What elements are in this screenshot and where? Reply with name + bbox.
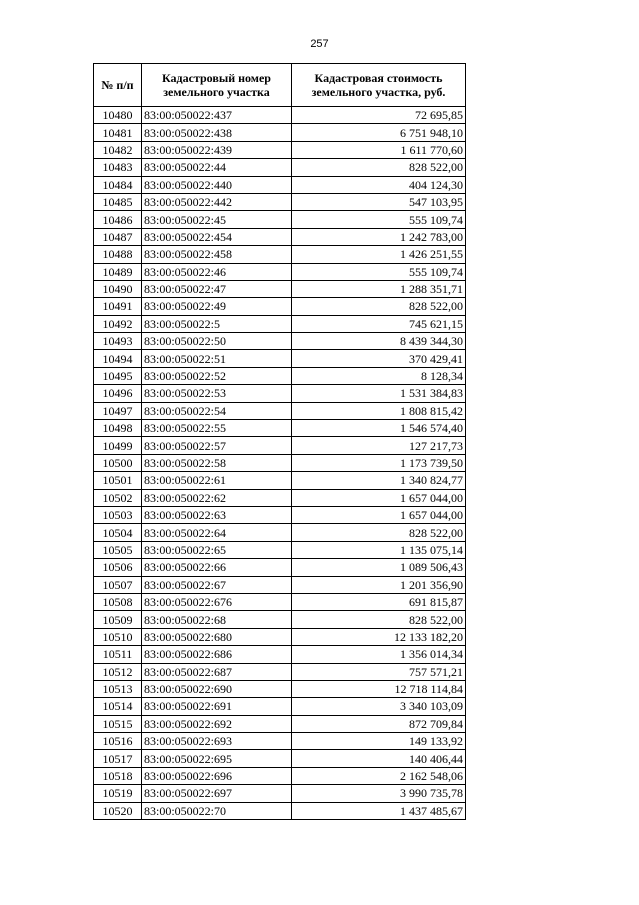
cadastral-number-cell: 83:00:050022:53: [142, 385, 292, 402]
row-number-cell: 10519: [94, 785, 142, 802]
row-number-cell: 10506: [94, 559, 142, 576]
row-number-cell: 10492: [94, 315, 142, 332]
table-row: [94, 715, 466, 732]
row-number-cell: 10483: [94, 159, 142, 176]
row-number-cell: 10517: [94, 750, 142, 767]
cadastre-table: [93, 63, 466, 820]
cadastral-number-cell: 83:00:050022:442: [142, 193, 292, 210]
page-number: 257: [310, 38, 329, 50]
row-number-cell: 10488: [94, 246, 142, 263]
table-row: [94, 541, 466, 558]
cadastral-number-cell: 83:00:050022:686: [142, 646, 292, 663]
cadastral-number-cell: 83:00:050022:690: [142, 680, 292, 697]
cadastral-value-cell: 12 718 114,84: [292, 680, 466, 697]
table-body: [94, 107, 466, 820]
cadastral-number-cell: 83:00:050022:52: [142, 367, 292, 384]
cadastral-value-cell: 547 103,95: [292, 193, 466, 210]
cadastral-value-cell: 8 128,34: [292, 367, 466, 384]
row-number-cell: 10496: [94, 385, 142, 402]
table-row: [94, 437, 466, 454]
cadastral-value-cell: 828 522,00: [292, 159, 466, 176]
table-row: [94, 385, 466, 402]
row-number-cell: 10503: [94, 506, 142, 523]
cadastral-value-cell: 1 201 356,90: [292, 576, 466, 593]
table-row: [94, 263, 466, 280]
cadastral-value-cell: 1 531 384,83: [292, 385, 466, 402]
cadastral-number-cell: 83:00:050022:45: [142, 211, 292, 228]
table-row: [94, 628, 466, 645]
cadastral-number-cell: 83:00:050022:70: [142, 802, 292, 819]
cadastral-number-cell: 83:00:050022:438: [142, 124, 292, 141]
table-row: [94, 680, 466, 697]
table-row: [94, 298, 466, 315]
table-row: [94, 315, 466, 332]
row-number-cell: 10511: [94, 646, 142, 663]
table-row: [94, 367, 466, 384]
cadastral-number-cell: 83:00:050022:437: [142, 107, 292, 124]
table-row: [94, 559, 466, 576]
cadastral-value-cell: 3 340 103,09: [292, 698, 466, 715]
cadastral-number-cell: 83:00:050022:47: [142, 280, 292, 297]
table-row: [94, 767, 466, 784]
row-number-cell: 10515: [94, 715, 142, 732]
cadastral-value-cell: 1 288 351,71: [292, 280, 466, 297]
cadastral-value-cell: 1 173 739,50: [292, 454, 466, 471]
cadastral-number-cell: 83:00:050022:692: [142, 715, 292, 732]
cadastral-number-cell: 83:00:050022:676: [142, 593, 292, 610]
table-row: [94, 124, 466, 141]
cadastral-number-cell: 83:00:050022:5: [142, 315, 292, 332]
row-number-cell: 10497: [94, 402, 142, 419]
table-row: [94, 524, 466, 541]
cadastral-value-cell: 127 217,73: [292, 437, 466, 454]
row-number-cell: 10502: [94, 489, 142, 506]
cadastral-number-cell: 83:00:050022:680: [142, 628, 292, 645]
cadastral-value-cell: 1 356 014,34: [292, 646, 466, 663]
table-row: [94, 211, 466, 228]
cadastral-number-cell: 83:00:050022:46: [142, 263, 292, 280]
row-number-cell: 10481: [94, 124, 142, 141]
table-row: [94, 576, 466, 593]
cadastral-number-cell: 83:00:050022:440: [142, 176, 292, 193]
row-number-cell: 10507: [94, 576, 142, 593]
row-number-cell: 10491: [94, 298, 142, 315]
cadastral-number-cell: 83:00:050022:687: [142, 663, 292, 680]
cadastral-number-cell: 83:00:050022:54: [142, 402, 292, 419]
cadastral-number-cell: 83:00:050022:49: [142, 298, 292, 315]
table-row: [94, 228, 466, 245]
table-row: [94, 593, 466, 610]
row-number-cell: 10504: [94, 524, 142, 541]
cadastral-number-cell: 83:00:050022:454: [142, 228, 292, 245]
cadastral-value-cell: 757 571,21: [292, 663, 466, 680]
cadastral-value-cell: 149 133,92: [292, 733, 466, 750]
cadastral-number-cell: 83:00:050022:67: [142, 576, 292, 593]
row-number-cell: 10509: [94, 611, 142, 628]
row-number-cell: 10508: [94, 593, 142, 610]
cadastral-number-cell: 83:00:050022:695: [142, 750, 292, 767]
table-row: [94, 176, 466, 193]
cadastral-value-cell: 1 426 251,55: [292, 246, 466, 263]
cadastral-value-cell: 745 621,15: [292, 315, 466, 332]
row-number-cell: 10499: [94, 437, 142, 454]
cadastral-value-cell: 370 429,41: [292, 350, 466, 367]
header-cadastral-number: Кадастровый номер земельного участка: [142, 64, 292, 107]
cadastral-number-cell: 83:00:050022:64: [142, 524, 292, 541]
cadastral-value-cell: 2 162 548,06: [292, 767, 466, 784]
cadastral-value-cell: 555 109,74: [292, 211, 466, 228]
cadastral-number-cell: 83:00:050022:50: [142, 333, 292, 350]
cadastral-value-cell: 1 546 574,40: [292, 420, 466, 437]
row-number-cell: 10500: [94, 454, 142, 471]
table-row: [94, 246, 466, 263]
cadastral-number-cell: 83:00:050022:51: [142, 350, 292, 367]
row-number-cell: 10480: [94, 107, 142, 124]
table-row: [94, 333, 466, 350]
table-row: [94, 454, 466, 471]
cadastral-number-cell: 83:00:050022:62: [142, 489, 292, 506]
row-number-cell: 10512: [94, 663, 142, 680]
cadastral-value-cell: 8 439 344,30: [292, 333, 466, 350]
cadastral-value-cell: 12 133 182,20: [292, 628, 466, 645]
cadastral-number-cell: 83:00:050022:44: [142, 159, 292, 176]
row-number-cell: 10486: [94, 211, 142, 228]
cadastral-number-cell: 83:00:050022:458: [142, 246, 292, 263]
cadastral-number-cell: 83:00:050022:66: [142, 559, 292, 576]
cadastral-number-cell: 83:00:050022:691: [142, 698, 292, 715]
cadastral-value-cell: 6 751 948,10: [292, 124, 466, 141]
cadastral-value-cell: 1 657 044,00: [292, 489, 466, 506]
table-row: [94, 350, 466, 367]
cadastral-number-cell: 83:00:050022:63: [142, 506, 292, 523]
row-number-cell: 10498: [94, 420, 142, 437]
row-number-cell: 10520: [94, 802, 142, 819]
cadastral-value-cell: 1 611 770,60: [292, 141, 466, 158]
cadastral-number-cell: 83:00:050022:55: [142, 420, 292, 437]
row-number-cell: 10482: [94, 141, 142, 158]
table-header-row: [94, 64, 466, 107]
table-row: [94, 750, 466, 767]
row-number-cell: 10510: [94, 628, 142, 645]
header-row-number: № п/п: [94, 64, 142, 107]
cadastral-number-cell: 83:00:050022:439: [142, 141, 292, 158]
row-number-cell: 10495: [94, 367, 142, 384]
row-number-cell: 10493: [94, 333, 142, 350]
cadastral-value-cell: 1 089 506,43: [292, 559, 466, 576]
table-row: [94, 193, 466, 210]
cadastral-value-cell: 1 340 824,77: [292, 472, 466, 489]
cadastral-number-cell: 83:00:050022:693: [142, 733, 292, 750]
cadastral-value-cell: 140 406,44: [292, 750, 466, 767]
cadastral-number-cell: 83:00:050022:57: [142, 437, 292, 454]
row-number-cell: 10487: [94, 228, 142, 245]
cadastral-value-cell: 1 135 075,14: [292, 541, 466, 558]
table-row: [94, 663, 466, 680]
cadastral-number-cell: 83:00:050022:68: [142, 611, 292, 628]
row-number-cell: 10490: [94, 280, 142, 297]
cadastral-value-cell: 1 437 485,67: [292, 802, 466, 819]
table-row: [94, 107, 466, 124]
cadastral-value-cell: 872 709,84: [292, 715, 466, 732]
row-number-cell: 10489: [94, 263, 142, 280]
table-row: [94, 785, 466, 802]
table-row: [94, 802, 466, 819]
table-row: [94, 698, 466, 715]
table-row: [94, 472, 466, 489]
table-row: [94, 489, 466, 506]
table-row: [94, 611, 466, 628]
row-number-cell: 10516: [94, 733, 142, 750]
cadastral-value-cell: 691 815,87: [292, 593, 466, 610]
table-row: [94, 420, 466, 437]
row-number-cell: 10518: [94, 767, 142, 784]
row-number-cell: 10485: [94, 193, 142, 210]
cadastral-value-cell: 404 124,30: [292, 176, 466, 193]
cadastral-number-cell: 83:00:050022:697: [142, 785, 292, 802]
table-row: [94, 159, 466, 176]
table-row: [94, 646, 466, 663]
cadastral-number-cell: 83:00:050022:696: [142, 767, 292, 784]
cadastral-number-cell: 83:00:050022:65: [142, 541, 292, 558]
table-row: [94, 280, 466, 297]
table-row: [94, 733, 466, 750]
row-number-cell: 10514: [94, 698, 142, 715]
cadastral-value-cell: 1 808 815,42: [292, 402, 466, 419]
row-number-cell: 10505: [94, 541, 142, 558]
cadastral-number-cell: 83:00:050022:58: [142, 454, 292, 471]
table-row: [94, 506, 466, 523]
row-number-cell: 10513: [94, 680, 142, 697]
cadastral-value-cell: 3 990 735,78: [292, 785, 466, 802]
cadastral-value-cell: 828 522,00: [292, 298, 466, 315]
cadastral-value-cell: 1 242 783,00: [292, 228, 466, 245]
cadastral-value-cell: 72 695,85: [292, 107, 466, 124]
cadastral-value-cell: 555 109,74: [292, 263, 466, 280]
table-row: [94, 402, 466, 419]
cadastral-number-cell: 83:00:050022:61: [142, 472, 292, 489]
cadastral-value-cell: 828 522,00: [292, 611, 466, 628]
row-number-cell: 10494: [94, 350, 142, 367]
cadastral-value-cell: 828 522,00: [292, 524, 466, 541]
cadastral-value-cell: 1 657 044,00: [292, 506, 466, 523]
row-number-cell: 10484: [94, 176, 142, 193]
row-number-cell: 10501: [94, 472, 142, 489]
table-row: [94, 141, 466, 158]
header-cadastral-value: Кадастровая стоимость земельного участка, руб.: [292, 64, 466, 107]
